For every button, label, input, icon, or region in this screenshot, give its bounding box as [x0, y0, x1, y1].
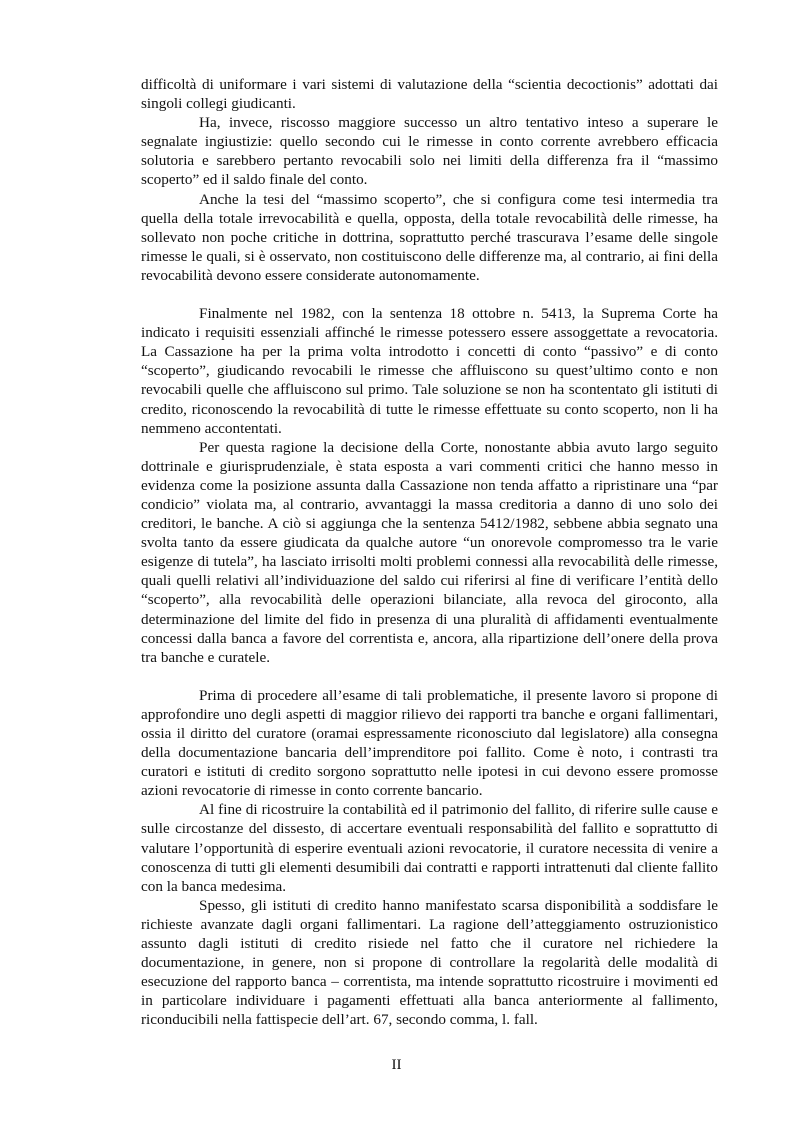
paragraph-5: Per questa ragione la decisione della Corte, nonostante abbia avuto largo seguito dottrinale e giurisprudenziale, è stata esposta a vari commenti critici che hanno messo in evidenza come la posizione assunta dalla Cassazione non tenda affatto a ripristinare una “par condicio” violata ma, al contrario, avvantaggi la massa creditoria a danno di uno solo dei creditori, le banche. A ciò si aggiunga che la sentenza 5412/1982, sebbene abbia segnato una svolta tanto da essere giudicata da qualche autore “un onorevole compromesso tra le varie esigenze di tutela”, ha lasciato irrisolti molti problemi connessi alla revocabilità delle rimesse, quali quelli relativi all’individuazione del saldo cui riferirsi al fine di verificare l’entità dello “scoperto”, alla revocabilità delle operazioni bilanciate, alla revoca del giroconto, alla determinazione del limite del fido in presenza di una pluralità di affidamenti eventualmente concessi dalla banca a favore del correntista e, ancora, alla ripartizione dell’onere della prova tra banche e curatele. [141, 438, 718, 666]
paragraph-4: Finalmente nel 1982, con la sentenza 18 ottobre n. 5413, la Suprema Corte ha indicato i requisiti essenziali affinché le rimesse potessero essere assoggettate a revocatoria. La Cassazione ha per la prima volta introdotto i concetti di conto “passivo” e di conto “scoperto”, giudicando revocabili le rimesse che affluiscono su quest’ultimo conto e non revocabili quelle che affluiscono sul primo. Tale soluzione se non ha scontentato gli istituti di credito, riconoscendo la revocabilità di tutte le rimesse effettuate su conto scoperto, non li ha nemmeno accontentati. [141, 305, 718, 437]
paragraph-2: Ha, invece, riscosso maggiore successo un altro tentativo inteso a superare le segnalate ingiustizie: quello secondo cui le rimesse in conto corrente avrebbero efficacia solutoria e sarebbero pertanto revocabili solo nei limiti della differenza fra il “massimo scoperto” ed il saldo finale del conto. [141, 114, 718, 189]
paragraph-6: Prima di procedere all’esame di tali problematiche, il presente lavoro si propone di approfondire uno degli aspetti di maggior rilievo dei rapporti tra banche e organi fallimentari, ossia il diritto del curatore (oramai espressamente riconosciuto dal legislatore) alla consegna della documentazione bancaria dell’imprenditore poi fallito. Come è noto, i contrasti tra curatori e istituti di credito sorgono soprattutto nelle ipotesi in cui devono essere promosse azioni revocatorie di rimesse in conto corrente bancario. [141, 686, 718, 800]
document-body [141, 75, 718, 1030]
paragraph-3: Anche la tesi del “massimo scoperto”, che si configura come tesi intermedia tra quella della totale irrevocabilità e quella, opposta, della totale revocabilità delle rimesse, ha sollevato non poche critiche in dottrina, soprattutto perché trascurava l’esame delle singole rimesse le quali, si è osservato, non costituiscono delle differenze ma, al contrario, ai fini della revocabilità devono essere considerate autonomamente. [141, 190, 718, 284]
page-number: II [391, 1056, 402, 1073]
paragraph-8: Spesso, gli istituti di credito hanno manifestato scarsa disponibilità a soddisfare le richieste avanzate dagli organi fallimentari. La ragione dell’atteggiamento ostruzionistico assunto dagli istituti di credito risiede nel fatto che il curatore nel richiedere la documentazione, in genere, non si propone di controllare la regolarità delle modalità di esecuzione del rapporto banca – correntista, ma intende soprattutto ricostruire i movimenti ed in particolare individuare i pagamenti effettuati alla banca anteriormente al fallimento, riconducibili nella fattispecie dell’art. 67, secondo comma, l. fall. [141, 896, 718, 1029]
paragraph-7: Al fine di ricostruire la contabilità ed il patrimonio del fallito, di riferire sulle cause e sulle circostanze del dissesto, di accertare eventuali responsabilità del fallito e soprattutto di valutare l’opportunità di esperire eventuali azioni revocatorie, il curatore necessita di venire a conoscenza di tutti gli elementi desumibili dai contratti e rapporti intrattenuti dal cliente fallito con la banca medesima. [141, 801, 718, 895]
paragraph-1: difficoltà di uniformare i vari sistemi di valutazione della “scientia decoctionis” adottati dai singoli collegi giudicanti. [141, 76, 718, 113]
